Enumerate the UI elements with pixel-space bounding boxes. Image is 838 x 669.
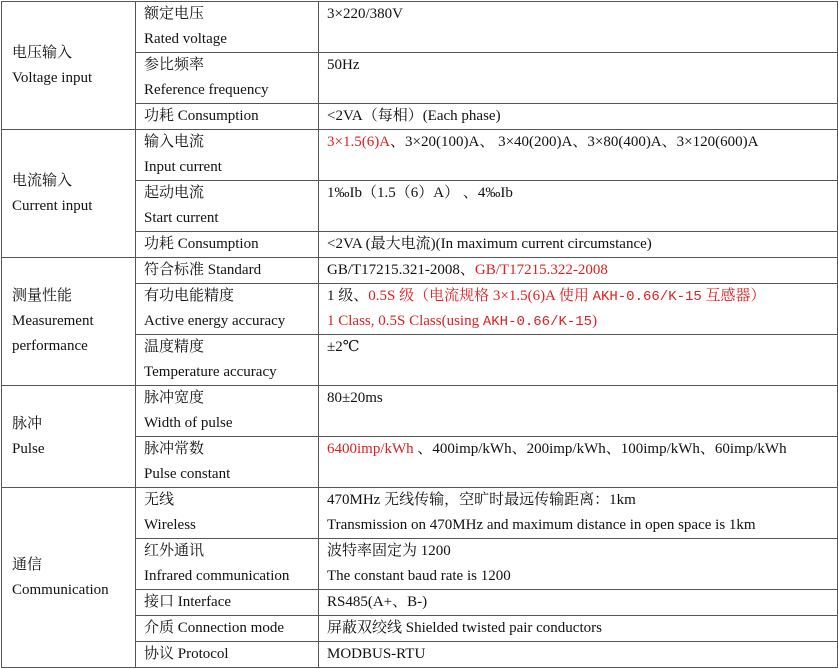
value-interface [319, 590, 838, 616]
param-name-zh: 参比频率 [144, 57, 205, 73]
value-line [327, 309, 837, 334]
table-row [2, 258, 838, 284]
value-text: 1‰Ib（1.5（6）A） 、4‰Ib [327, 185, 513, 201]
param-current-consumption [136, 232, 319, 258]
value-text-zh: 470MHz 无线传输，空旷时最远传输距离：1km [327, 492, 636, 508]
table-row [2, 488, 838, 539]
category-name-en: performance [12, 338, 88, 354]
value-rated-voltage [319, 2, 838, 53]
category-communication [2, 488, 136, 668]
value-connection-mode [319, 616, 838, 642]
value-text-en: Transmission on 470MHz and maximum distance in open space is 1km [327, 517, 756, 533]
table-row [2, 386, 838, 437]
param-name-zh: 无线 [144, 492, 175, 508]
param-name-en: Start current [144, 210, 219, 226]
spec-table [1, 1, 838, 668]
param-name: 符合标准 Standard [144, 262, 262, 278]
value-pulse-width [319, 386, 838, 437]
value-line [327, 258, 837, 283]
param-voltage-consumption [136, 104, 319, 130]
param-name-zh: 有功电能精度 [144, 288, 235, 304]
param-standard [136, 258, 319, 284]
param-temperature-accuracy [136, 335, 319, 386]
value-text: 、400imp/kWh、200imp/kWh、100imp/kWh、60imp/kWh [413, 441, 787, 457]
value-text: RS485(A+、B-) [327, 594, 428, 610]
table-row [2, 2, 838, 53]
value-current-consumption [319, 232, 838, 258]
value-reference-frequency [319, 53, 838, 104]
value-text: 3×220/380V [327, 6, 403, 22]
highlight-text: 6400imp/kWh [327, 441, 414, 457]
param-name-en: Temperature accuracy [144, 364, 277, 380]
param-name-zh: 脉冲宽度 [144, 390, 205, 406]
value-active-energy-accuracy [319, 284, 838, 335]
highlight-text: 3×1.5(6)A [327, 134, 391, 150]
param-reference-frequency [136, 53, 319, 104]
param-pulse-width [136, 386, 319, 437]
param-name-en: Pulse constant [144, 466, 231, 482]
category-voltage-input [2, 2, 136, 130]
category-name-en: Current input [12, 197, 93, 214]
table-row [2, 130, 838, 181]
param-name-zh: 起动电流 [144, 185, 205, 201]
value-text: 屏蔽双绞线 Shielded twisted pair conductors [327, 620, 602, 636]
value-text: 50Hz [327, 57, 360, 73]
value-text: MODBUS-RTU [327, 646, 426, 662]
value-infrared [319, 539, 838, 590]
param-infrared [136, 539, 319, 590]
value-text: GB/T17215.321-2008、 [327, 262, 475, 278]
value-wireless [319, 488, 838, 539]
param-pulse-constant [136, 437, 319, 488]
model-number-text: AKH-0.66/K-15 [482, 314, 593, 330]
category-current-input [2, 130, 136, 258]
category-name-en: Pulse [12, 440, 45, 457]
param-input-current [136, 130, 319, 181]
param-interface [136, 590, 319, 616]
highlight-text: 1 Class, 0.5S Class(using [327, 313, 483, 329]
param-name-zh: 额定电压 [144, 6, 205, 22]
value-protocol [319, 642, 838, 668]
category-name-zh: 脉冲 [12, 415, 43, 432]
value-line [327, 284, 837, 309]
param-name: 协议 Protocol [144, 646, 229, 662]
value-text: 、3×20(100)A、 3×40(200)A、3×80(400)A、3×120(600)A [390, 134, 759, 150]
value-text: <2VA (最大电流)(In maximum current circumstance) [327, 236, 652, 252]
param-name-en: Width of pulse [144, 415, 233, 431]
param-name-en: Wireless [144, 517, 196, 533]
value-standard [319, 258, 838, 284]
value-line [327, 437, 837, 462]
category-name-en: Communication [12, 581, 109, 598]
value-text: 1 级、 [327, 288, 369, 304]
param-name-zh: 输入电流 [144, 134, 205, 150]
category-name-zh: 电压输入 [12, 44, 73, 61]
param-name: 接口 Interface [144, 594, 232, 610]
param-name-en: Active energy accuracy [144, 313, 286, 329]
highlight-text: ) [592, 313, 598, 329]
param-name-en: Input current [144, 159, 222, 175]
value-pulse-constant [319, 437, 838, 488]
value-text: 80±20ms [327, 390, 383, 406]
value-text: <2VA（每相）(Each phase) [327, 108, 501, 124]
param-name-en: Infrared communication [144, 568, 290, 584]
category-name-en: Voltage input [12, 69, 93, 86]
value-text-zh: 波特率固定为 1200 [327, 543, 451, 559]
model-number-text: AKH-0.66/K-15 [592, 289, 702, 305]
category-name-en: Measurement [12, 313, 94, 329]
value-voltage-consumption [319, 104, 838, 130]
param-name-zh: 脉冲常数 [144, 441, 205, 457]
param-name-en: Reference frequency [144, 82, 269, 98]
param-rated-voltage [136, 2, 319, 53]
param-name-zh: 红外通讯 [144, 543, 205, 559]
value-text-en: The constant baud rate is 1200 [327, 568, 511, 584]
param-active-energy-accuracy [136, 284, 319, 335]
param-connection-mode [136, 616, 319, 642]
param-wireless [136, 488, 319, 539]
param-name: 介质 Connection mode [144, 620, 284, 636]
value-temperature-accuracy [319, 335, 838, 386]
category-name-zh: 测量性能 [12, 288, 73, 304]
param-name-en: Rated voltage [144, 31, 227, 47]
category-name-zh: 电流输入 [12, 172, 73, 189]
param-name: 功耗 Consumption [144, 108, 259, 124]
param-name: 功耗 Consumption [144, 236, 259, 252]
param-protocol [136, 642, 319, 668]
highlight-text: GB/T17215.322-2008 [474, 262, 608, 278]
category-pulse [2, 386, 136, 488]
value-text: ±2℃ [327, 339, 360, 355]
value-line [327, 130, 837, 155]
highlight-text: 0.5S 级（电流规格 3×1.5(6)A 使用 [368, 288, 593, 304]
param-name-zh: 温度精度 [144, 339, 205, 355]
highlight-text: 互感器） [701, 288, 766, 304]
value-start-current [319, 181, 838, 232]
category-measurement [2, 258, 136, 386]
param-start-current [136, 181, 319, 232]
category-name-zh: 通信 [12, 556, 43, 573]
value-input-current [319, 130, 838, 181]
